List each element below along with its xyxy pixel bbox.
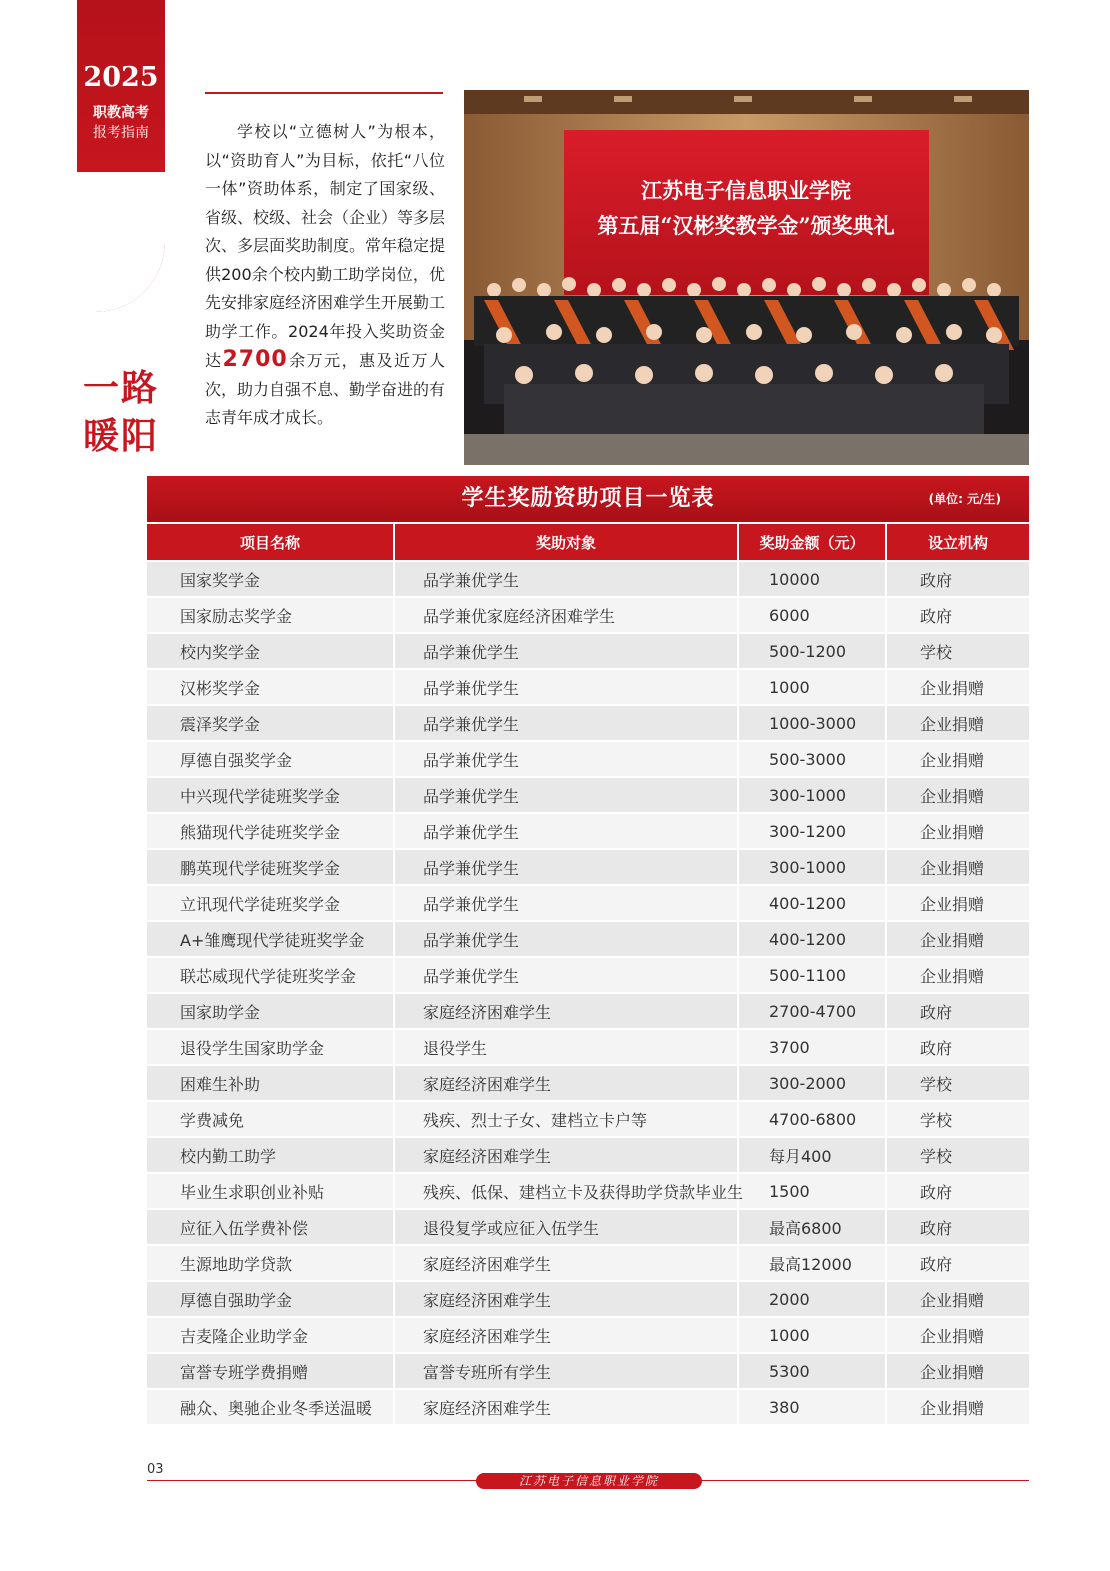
table-row <box>147 1101 1029 1137</box>
side-tab <box>77 0 165 457</box>
aid-table-title: 学生奖励资助项目一览表 <box>461 486 715 511</box>
table-cell-project: 国家助学金 <box>147 993 394 1029</box>
table-cell-amount: 1000-3000 <box>738 705 886 741</box>
table-row <box>147 1173 1029 1209</box>
table-cell-institution: 政府 <box>886 1173 1029 1209</box>
table-cell-project: 毕业生求职创业补贴 <box>147 1173 394 1209</box>
table-cell-amount: 500-1100 <box>738 957 886 993</box>
table-cell-institution: 政府 <box>886 1029 1029 1065</box>
table-cell-project: 中兴现代学徒班奖学金 <box>147 777 394 813</box>
table-cell-amount: 10000 <box>738 561 886 597</box>
table-cell-institution: 企业捐赠 <box>886 1317 1029 1353</box>
table-cell-recipient: 家庭经济困难学生 <box>394 1137 738 1173</box>
table-cell-amount: 1500 <box>738 1173 886 1209</box>
table-cell-recipient: 富誉专班所有学生 <box>394 1353 738 1389</box>
table-cell-institution: 政府 <box>886 561 1029 597</box>
table-cell-recipient: 家庭经济困难学生 <box>394 1245 738 1281</box>
table-row <box>147 1209 1029 1245</box>
table-cell-recipient: 残疾、低保、建档立卡及获得助学贷款毕业生 <box>394 1173 738 1209</box>
table-cell-project: 国家奖学金 <box>147 561 394 597</box>
table-row <box>147 1245 1029 1281</box>
table-row <box>147 1281 1029 1317</box>
table-row <box>147 741 1029 777</box>
header-amount: 奖助金额（元） <box>738 523 886 561</box>
table-cell-institution: 企业捐赠 <box>886 849 1029 885</box>
table-cell-institution: 学校 <box>886 1101 1029 1137</box>
table-cell-recipient: 品学兼优学生 <box>394 849 738 885</box>
footer-school-name: 江苏电子信息职业学院 <box>476 1473 702 1489</box>
table-cell-amount: 4700-6800 <box>738 1101 886 1137</box>
side-tab-line1: 职教高考 <box>93 105 149 121</box>
table-row <box>147 813 1029 849</box>
table-cell-recipient: 残疾、烈士子女、建档立卡户等 <box>394 1101 738 1137</box>
table-cell-project: 生源地助学贷款 <box>147 1245 394 1281</box>
table-cell-amount: 380 <box>738 1389 886 1424</box>
table-cell-institution: 政府 <box>886 993 1029 1029</box>
table-row <box>147 705 1029 741</box>
table-row <box>147 993 1029 1029</box>
table-cell-institution: 企业捐赠 <box>886 1389 1029 1424</box>
table-cell-recipient: 家庭经济困难学生 <box>394 993 738 1029</box>
table-cell-project: A+雏鹰现代学徒班奖学金 <box>147 921 394 957</box>
side-tab-year: 2025 <box>83 62 159 93</box>
table-cell-recipient: 品学兼优学生 <box>394 705 738 741</box>
table-cell-recipient: 退役学生 <box>394 1029 738 1065</box>
table-cell-recipient: 品学兼优家庭经济困难学生 <box>394 597 738 633</box>
table-cell-project: 校内勤工助学 <box>147 1137 394 1173</box>
table-cell-amount: 1000 <box>738 669 886 705</box>
intro-part2: 余万元，惠及近万人次，助力自强不息、勤学奋进的有志青年成才成长。 <box>205 351 446 427</box>
table-cell-project: 校内奖学金 <box>147 633 394 669</box>
aid-table <box>147 522 1029 1424</box>
side-tab-line2: 报考指南 <box>93 125 149 141</box>
table-cell-institution: 企业捐赠 <box>886 669 1029 705</box>
table-cell-project: 困难生补助 <box>147 1065 394 1101</box>
table-cell-amount: 400-1200 <box>738 885 886 921</box>
table-cell-institution: 学校 <box>886 1065 1029 1101</box>
table-cell-amount: 2000 <box>738 1281 886 1317</box>
photo-banner-line2: 第五届“汉彬奖教学金”颁奖典礼 <box>597 213 895 238</box>
aid-table-title-bar <box>147 476 1029 522</box>
intro-paragraph <box>205 118 445 433</box>
table-cell-institution: 政府 <box>886 597 1029 633</box>
table-cell-project: 厚德自强助学金 <box>147 1281 394 1317</box>
table-cell-recipient: 品学兼优学生 <box>394 921 738 957</box>
table-row <box>147 597 1029 633</box>
aid-table-section <box>147 476 1029 1424</box>
table-row <box>147 885 1029 921</box>
table-row <box>147 777 1029 813</box>
table-cell-project: 鹏英现代学徒班奖学金 <box>147 849 394 885</box>
table-row <box>147 1353 1029 1389</box>
table-cell-project: 融众、奥驰企业冬季送温暖 <box>147 1389 394 1424</box>
table-cell-institution: 企业捐赠 <box>886 741 1029 777</box>
table-cell-recipient: 家庭经济困难学生 <box>394 1281 738 1317</box>
table-cell-amount: 最高12000 <box>738 1245 886 1281</box>
table-cell-amount: 500-3000 <box>738 741 886 777</box>
table-cell-institution: 企业捐赠 <box>886 813 1029 849</box>
header-institution: 设立机构 <box>886 523 1029 561</box>
intro-divider <box>205 92 443 94</box>
intro-highlight-amount: 2700 <box>222 347 288 372</box>
table-cell-amount: 5300 <box>738 1353 886 1389</box>
table-row <box>147 1137 1029 1173</box>
table-row <box>147 669 1029 705</box>
table-cell-amount: 最高6800 <box>738 1209 886 1245</box>
table-row <box>147 1065 1029 1101</box>
table-cell-project: 吉麦隆企业助学金 <box>147 1317 394 1353</box>
table-cell-amount: 6000 <box>738 597 886 633</box>
table-cell-recipient: 品学兼优学生 <box>394 561 738 597</box>
table-cell-recipient: 家庭经济困难学生 <box>394 1065 738 1101</box>
table-cell-amount: 300-1000 <box>738 849 886 885</box>
table-cell-amount: 每月400 <box>738 1137 886 1173</box>
table-cell-project: 应征入伍学费补偿 <box>147 1209 394 1245</box>
ceremony-photo-illustration <box>464 90 1029 465</box>
table-cell-project: 退役学生国家助学金 <box>147 1029 394 1065</box>
table-row <box>147 1389 1029 1424</box>
table-cell-amount: 500-1200 <box>738 633 886 669</box>
table-cell-amount: 2700-4700 <box>738 993 886 1029</box>
aid-table-body <box>147 561 1029 1424</box>
table-cell-amount: 300-1200 <box>738 813 886 849</box>
side-tab-inset <box>77 172 165 457</box>
header-project-name: 项目名称 <box>147 523 394 561</box>
side-tab-big2: 暖阳 <box>82 416 159 457</box>
table-cell-recipient: 品学兼优学生 <box>394 669 738 705</box>
ceremony-photo <box>464 90 1029 465</box>
aid-table-header-row <box>147 523 1029 561</box>
table-cell-institution: 政府 <box>886 1245 1029 1281</box>
table-row <box>147 957 1029 993</box>
table-cell-project: 厚德自强奖学金 <box>147 741 394 777</box>
intro-part1: 学校以“立德树人”为根本，以“资助育人”为目标，依托“八位一体”资助体系，制定了国家级、省级、校级、社会（企业）等多层次、多层面奖助制度。常年稳定提供200余个校内勤工助学岗位，优先安排家庭经济困难学生开展勤工助学工作。2024年投入奖助资金达 <box>205 122 446 370</box>
side-tab-big1: 一路 <box>82 368 159 409</box>
table-cell-project: 国家励志奖学金 <box>147 597 394 633</box>
table-cell-recipient: 品学兼优学生 <box>394 741 738 777</box>
table-cell-recipient: 品学兼优学生 <box>394 957 738 993</box>
photo-banner-line1: 江苏电子信息职业学院 <box>641 178 851 203</box>
table-cell-recipient: 家庭经济困难学生 <box>394 1317 738 1353</box>
table-cell-institution: 企业捐赠 <box>886 921 1029 957</box>
table-row <box>147 633 1029 669</box>
table-row <box>147 1029 1029 1065</box>
table-cell-project: 震泽奖学金 <box>147 705 394 741</box>
table-cell-amount: 3700 <box>738 1029 886 1065</box>
table-cell-institution: 学校 <box>886 633 1029 669</box>
table-cell-recipient: 品学兼优学生 <box>394 777 738 813</box>
table-cell-amount: 400-1200 <box>738 921 886 957</box>
table-cell-recipient: 品学兼优学生 <box>394 813 738 849</box>
table-cell-institution: 企业捐赠 <box>886 1353 1029 1389</box>
table-cell-institution: 企业捐赠 <box>886 957 1029 993</box>
table-cell-project: 立讯现代学徒班奖学金 <box>147 885 394 921</box>
table-cell-recipient: 品学兼优学生 <box>394 885 738 921</box>
table-cell-project: 联芯威现代学徒班奖学金 <box>147 957 394 993</box>
table-cell-institution: 企业捐赠 <box>886 885 1029 921</box>
table-row <box>147 1317 1029 1353</box>
table-cell-institution: 学校 <box>886 1137 1029 1173</box>
table-cell-institution: 企业捐赠 <box>886 1281 1029 1317</box>
table-cell-recipient: 家庭经济困难学生 <box>394 1389 738 1424</box>
aid-table-unit: (单位: 元/生) <box>928 492 1001 506</box>
table-cell-institution: 企业捐赠 <box>886 777 1029 813</box>
table-cell-recipient: 品学兼优学生 <box>394 633 738 669</box>
table-cell-project: 富誉专班学费捐赠 <box>147 1353 394 1389</box>
table-row <box>147 921 1029 957</box>
table-cell-project: 汉彬奖学金 <box>147 669 394 705</box>
table-cell-project: 熊猫现代学徒班奖学金 <box>147 813 394 849</box>
table-row <box>147 849 1029 885</box>
table-cell-amount: 1000 <box>738 1317 886 1353</box>
table-cell-institution: 企业捐赠 <box>886 705 1029 741</box>
table-cell-project: 学费减免 <box>147 1101 394 1137</box>
table-cell-institution: 政府 <box>886 1209 1029 1245</box>
table-cell-amount: 300-1000 <box>738 777 886 813</box>
page-number: 03 <box>147 1462 164 1477</box>
header-recipient: 奖助对象 <box>394 523 738 561</box>
table-row <box>147 561 1029 597</box>
table-cell-recipient: 退役复学或应征入伍学生 <box>394 1209 738 1245</box>
table-cell-amount: 300-2000 <box>738 1065 886 1101</box>
